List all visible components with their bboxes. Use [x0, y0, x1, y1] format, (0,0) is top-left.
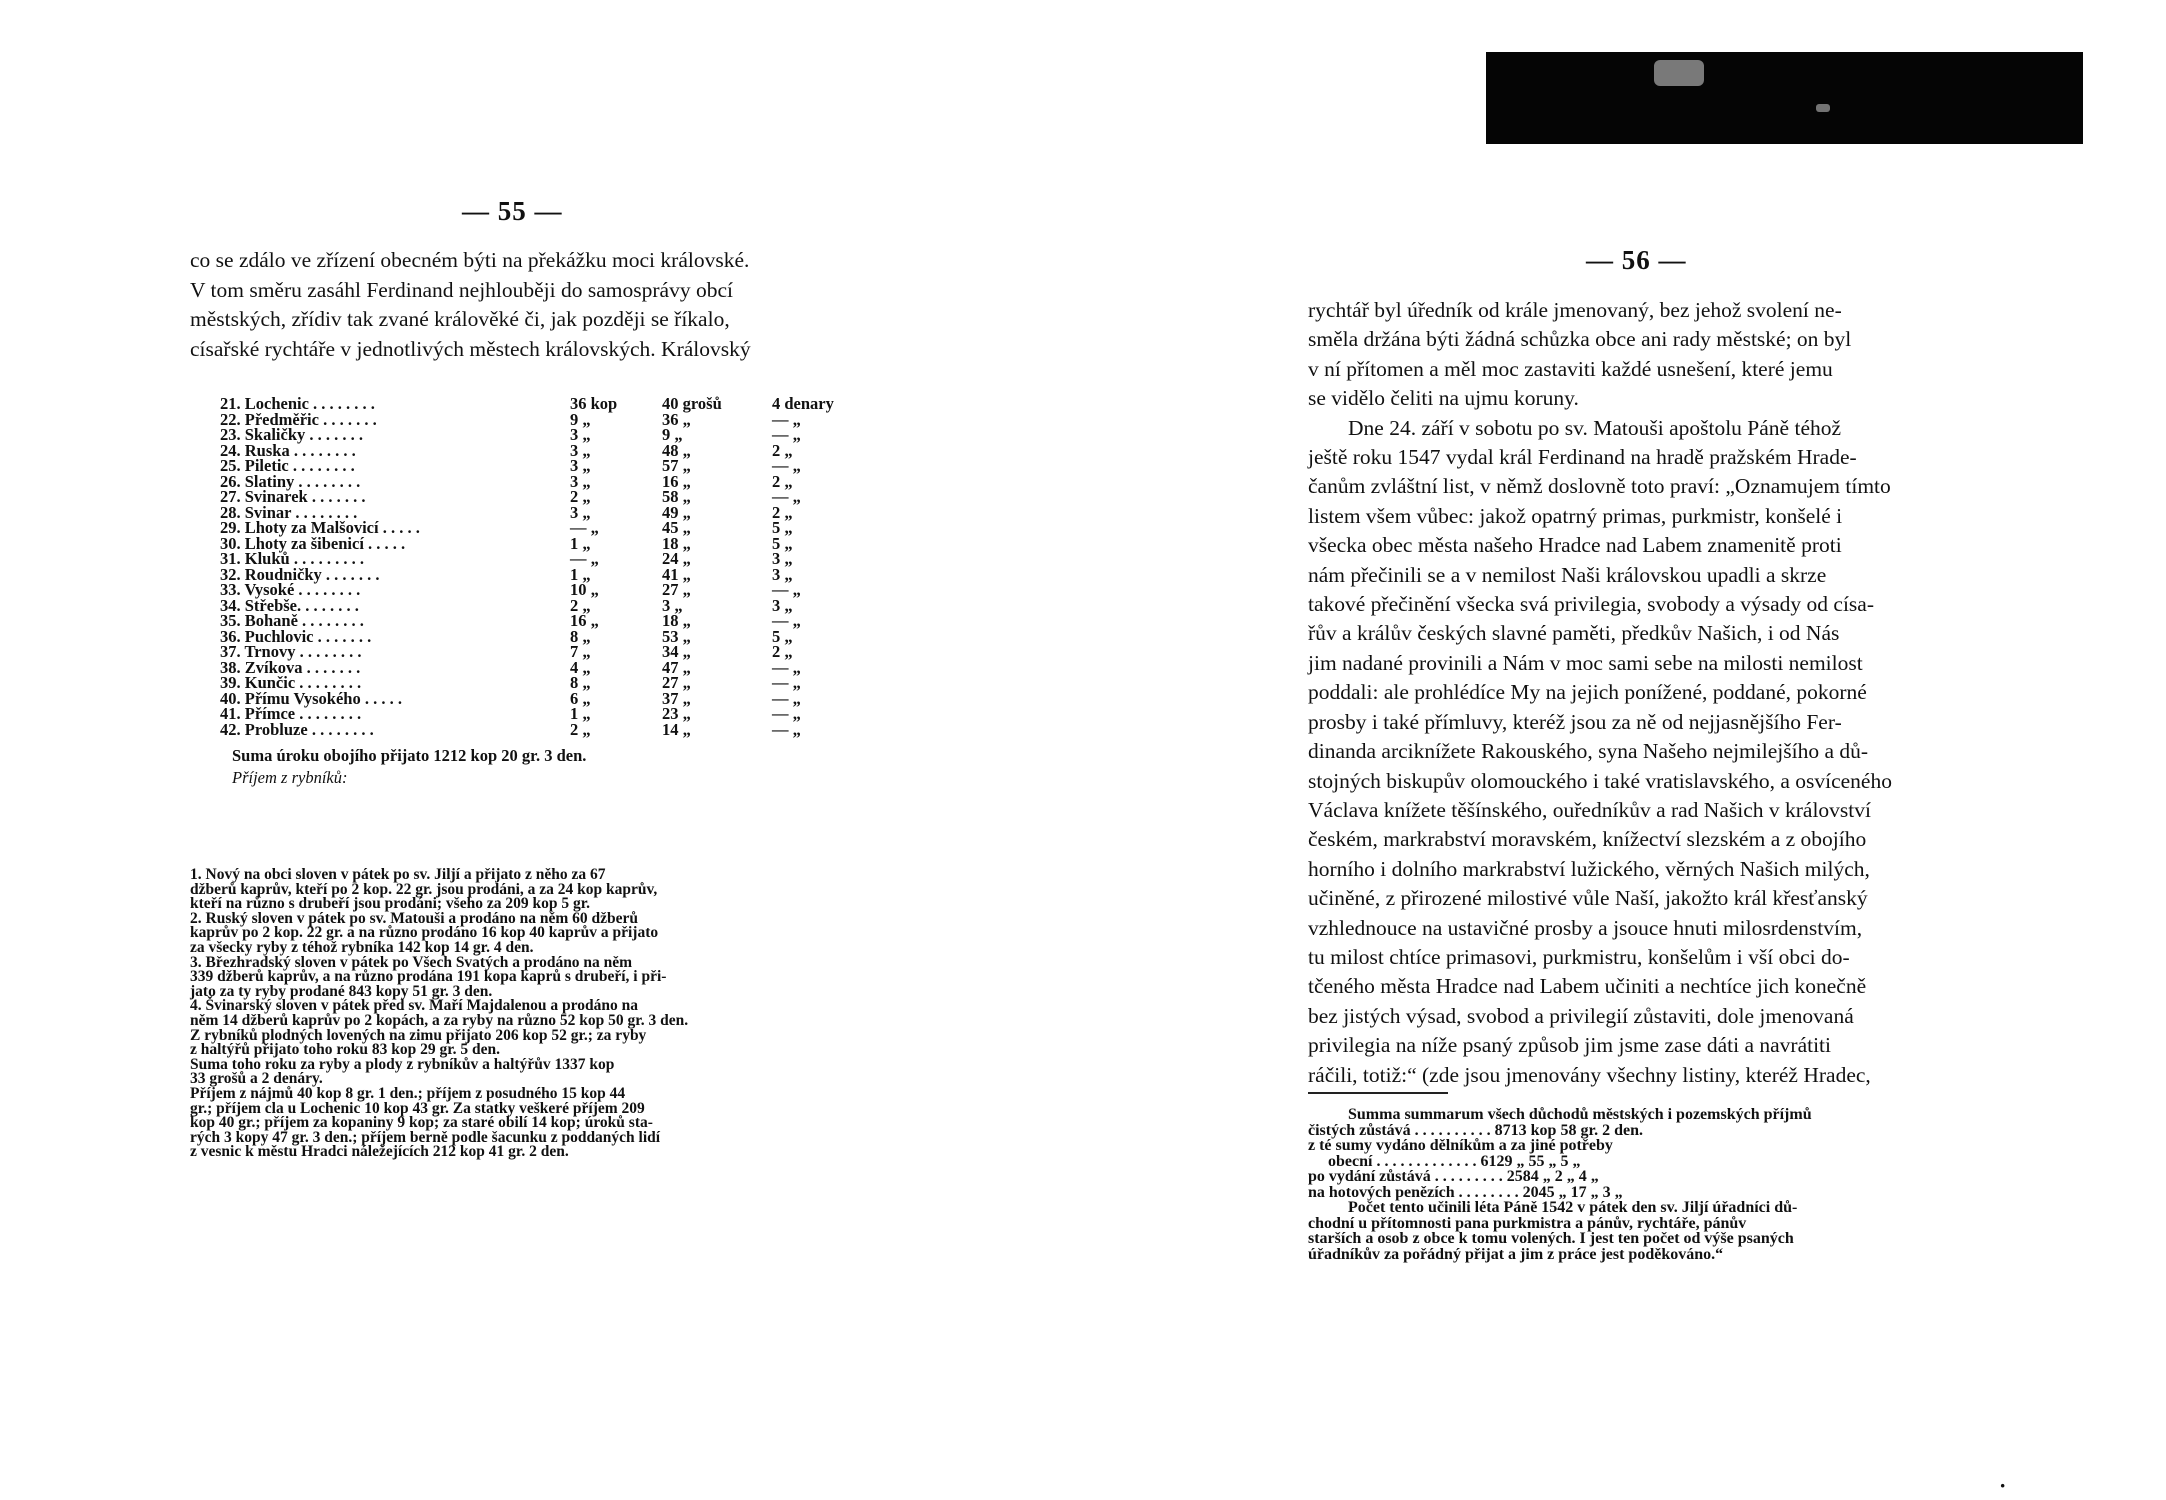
ponds-line: 4. Švinarský sloven v pátek před sv. Maří Majdalenou a prodáno na [190, 997, 638, 1015]
den-value: — „ [772, 719, 801, 739]
ponds-line: za všecky ryby z téhož rybníka 142 kop 14 gr. 4 den. [190, 938, 534, 956]
den-value: 2 „ [772, 642, 793, 661]
village-name: 22. Předměřic . . . . . . . [220, 409, 377, 429]
body-line: řův a králův českých slavné paměti, předkův Našich, i od Nás [1308, 621, 1840, 646]
gr-value: 36 „ [662, 409, 691, 429]
gr-value: 58 „ [662, 487, 691, 506]
village-name: 28. Svinar . . . . . . . . [220, 502, 358, 522]
village-name: 37. Trnovy . . . . . . . . [220, 642, 362, 661]
summary-line: Summa summarum všech důchodů městských i pozemských příjmů [1348, 1106, 1812, 1123]
den-value: 2 „ [772, 502, 793, 522]
village-name: 26. Slatiny . . . . . . . . [220, 471, 361, 491]
body-line: všecka obec města našeho Hradce nad Labem znamenitě proti [1308, 533, 1842, 558]
den-value: — „ [772, 657, 801, 677]
kop-value: 16 „ [570, 611, 599, 630]
village-name: 29. Lhoty za Malšovicí . . . . . [220, 518, 420, 537]
kop-value: 2 „ [570, 487, 591, 506]
kop-value: 2 „ [570, 595, 591, 615]
gr-value: 41 „ [662, 564, 691, 584]
intro-line: V tom směru zasáhl Ferdinand nejhlouběji do samosprávy obcí [190, 277, 733, 302]
kop-value: 1 „ [570, 533, 591, 553]
den-value: — „ [772, 425, 801, 444]
village-name: 36. Puchlovic . . . . . . . [220, 626, 372, 646]
body-line: ráčili, totiž:“ (zde jsou jmenovány všechny listiny, kteréž Hradec, [1308, 1062, 1871, 1087]
body-line: rychtář byl úředník od krále jmenovaný, bez jehož svolení ne- [1308, 298, 1842, 322]
den-value: 5 „ [772, 533, 793, 553]
body-line: se vidělo čeliti na ujmu koruny. [1308, 386, 1579, 411]
gr-value: 3 „ [662, 595, 683, 615]
summary-line: čistých zůstává . . . . . . . . . . 8713 kop 58 gr. 2 den. [1308, 1121, 1643, 1139]
village-name: 31. Kluků . . . . . . . . . [220, 549, 364, 568]
den-value: 2 „ [772, 471, 793, 491]
footnote-divider [1308, 1092, 1448, 1094]
ponds-line: 339 džberů kaprův, a na různo prodána 191 kopa kaprů s drubeří, i při- [190, 968, 667, 986]
intro-line: městských, zřídiv tak zvané králověké či, jak později se říkalo, [190, 307, 730, 331]
scan-dark-block [1486, 52, 2083, 144]
body-line: horního i dolního markrabství lužického, věrných Našich milých, [1308, 856, 1870, 881]
den-value: — „ [772, 487, 801, 506]
scan-smudge [1654, 60, 1704, 86]
kop-value: 8 „ [570, 626, 591, 646]
body-line: jim nadané provinili a Nám v moc sami sebe na milosti nemilost [1308, 650, 1863, 675]
right-body-text [1308, 296, 2093, 1090]
body-line: poddali: ale prohlédíce My na jejich ponížené, poddané, pokorné [1308, 680, 1867, 705]
scan-smudge [1816, 104, 1830, 112]
den-value: 3 „ [772, 595, 793, 615]
income-sum: Suma úroku obojího přijato 1212 kop 20 gr. 3 den. [232, 746, 587, 765]
summary-line: starších a osob z obce k tomu volených. I jest ten počet od výše psaných [1308, 1230, 1794, 1247]
ponds-line: 2. Ruský sloven v pátek po sv. Matouši a prodáno na něm 60 džberů [190, 909, 639, 927]
kop-value: 2 „ [570, 719, 591, 739]
right-page [1083, 0, 2166, 1500]
intro-paragraph [190, 246, 860, 364]
summary-line: úřadníkův za pořádný přijat a jim z práce jest poděkováno.“ [1308, 1245, 1724, 1263]
ponds-line: 1. Nový na obci sloven v pátek po sv. Jiljí a přijato z něho za 67 [190, 866, 606, 883]
page-number-left: — 55 — [462, 196, 563, 226]
kop-value: 1 „ [570, 704, 591, 723]
body-line: v ní přítomen a měl moc zastaviti každé usnešení, které jemu [1308, 356, 1833, 381]
body-line: směla držána býti žádná schůzka obce ani rady městské; on byl [1308, 327, 1852, 352]
gr-value: 40 grošů [662, 394, 722, 413]
gr-value: 45 „ [662, 518, 691, 537]
gr-value: 34 „ [662, 642, 691, 661]
kop-value: 3 „ [570, 440, 591, 460]
village-name: 41. Přímce . . . . . . . . [220, 704, 362, 723]
summary-line: po vydání zůstává . . . . . . . . . 2584 „ 2 „ 4 „ [1308, 1168, 1599, 1185]
income-row [220, 719, 860, 739]
summary-line: na hotových penězích . . . . . . . . 2045 „ 17 „ 3 „ [1308, 1183, 1623, 1201]
village-name: 38. Zvíkova . . . . . . . [220, 657, 361, 677]
ponds-line: 33 grošů a 2 denáry. [190, 1070, 323, 1088]
kop-value: 1 „ [570, 564, 591, 584]
gr-value: 14 „ [662, 719, 691, 739]
den-value: — „ [772, 580, 801, 599]
ponds-line: Příjem z nájmů 40 kop 8 gr. 1 den.; příjem z posudného 15 kop 44 [190, 1084, 626, 1102]
village-name: 23. Skaličky . . . . . . . [220, 425, 364, 444]
body-line: takové přečinění všecka svá privilegia, svobody a výsady od císa- [1308, 592, 1874, 617]
kop-value: 10 „ [570, 580, 599, 599]
ponds-line: Z rybníků plodných lovených na zimu přijato 206 kop 52 gr.; za ryby [190, 1026, 647, 1044]
body-line: učiněné, z přirozené milostivé vůle Naší, jakožto král křesťanský [1308, 886, 1868, 911]
village-name: 42. Probluze . . . . . . . . [220, 719, 374, 739]
body-line: nám přečinili se a v nemilost Naši královskou upadli a skrze [1308, 562, 1827, 587]
den-value: 3 „ [772, 549, 793, 568]
village-name: 21. Lochenic . . . . . . . . [220, 394, 375, 413]
gr-value: 57 „ [662, 456, 691, 475]
ponds-line: něm 14 džberů kaprův po 2 kopách, a za ryby na různo 52 kop 50 gr. 3 den. [190, 1011, 689, 1029]
kop-value: — „ [570, 549, 599, 568]
gr-value: 49 „ [662, 502, 691, 522]
kop-value: 36 kop [570, 394, 618, 413]
village-name: 27. Svinarek . . . . . . . [220, 487, 366, 506]
ponds-line: kop 40 gr.; příjem za kopaniny 9 kop; za staré obilí 14 kop; úroků sta- [190, 1114, 653, 1132]
ponds-line: z vesnic k městu Hradci náležejících 212 kop 41 gr. 2 den. [190, 1143, 569, 1161]
village-name: 39. Kunčic . . . . . . . . [220, 673, 362, 692]
intro-line: císařské rychtáře v jednotlivých městech královských. Královský [190, 336, 751, 361]
ponds-heading: Příjem z rybníků: [232, 768, 348, 787]
kop-value: 3 „ [570, 425, 591, 444]
village-name: 35. Bohaně . . . . . . . . [220, 611, 364, 630]
ponds-line: Suma toho roku za ryby a plody z rybníkův a haltýřův 1337 kop [190, 1055, 615, 1073]
kop-value: 4 „ [570, 657, 591, 677]
body-line: vzhlednouce na ustavičné prosby a jsouce hnuti milosrdenstvím, [1308, 915, 1863, 940]
den-value: 3 „ [772, 564, 793, 584]
body-line: Václava knížete těšínského, ouředníkův a rad Našich v království [1308, 797, 1871, 822]
body-line: listem všem vůbec: jakož opatrný primas, purkmistr, konšelé i [1308, 503, 1843, 528]
body-line: českém, markrabství moravském, knížectví slezském a z obojího [1308, 827, 1867, 852]
gr-value: 27 „ [662, 580, 691, 599]
ponds-section [190, 868, 860, 1160]
body-line: Dne 24. září v sobotu po sv. Matouši apoštolu Páně téhož [1348, 415, 1842, 440]
ponds-line: jato za ty ryby prodané 843 kopy 51 gr. 3 den. [190, 982, 493, 1000]
ponds-line: kteří na různo s drubeří jsou prodáni; všeho za 209 kop 5 gr. [190, 895, 591, 913]
body-line: tčeného města Hradce nad Labem učiniti a nechtíce jich konečně [1308, 974, 1867, 999]
income-table [220, 396, 860, 737]
summary-line: Počet tento učinili léta Páně 1542 v pátek den sv. Jiljí úřadníci dů- [1348, 1199, 1798, 1216]
body-line: čanům zvláštní list, v němž doslovně toto praví: „Oznamujem tímto [1308, 474, 1891, 499]
kop-value: 7 „ [570, 642, 591, 661]
den-value: — „ [772, 704, 801, 723]
gr-value: 37 „ [662, 688, 691, 708]
scan-mark: · [1999, 1473, 2007, 1498]
gr-value: 23 „ [662, 704, 691, 723]
body-line: privilegia na níže psaný způsob jim jsme zase dáti a navrátiti [1308, 1033, 1832, 1058]
body-line: tu milost chtíce primasovi, purkmistru, konšelům i vší obci do- [1308, 944, 1850, 969]
ponds-line: z haltýřů přijato toho roku 83 kop 29 gr. 5 den. [190, 1041, 501, 1059]
den-value: 2 „ [772, 440, 793, 460]
body-line: dinanda arciknížete Rakouského, syna Našeho nejmilejšího a dů- [1308, 739, 1869, 764]
summary-line: obecní . . . . . . . . . . . . . 6129 „ 55 „ 5 „ [1328, 1152, 1581, 1170]
kop-value: — „ [570, 518, 599, 537]
kop-value: 9 „ [570, 409, 591, 429]
village-name: 33. Vysoké . . . . . . . . [220, 580, 361, 599]
village-name: 25. Piletic . . . . . . . . [220, 456, 355, 475]
summary-line: z té sumy vydáno dělníkům a za jiné potřeby [1308, 1137, 1613, 1154]
gr-value: 27 „ [662, 673, 691, 692]
kop-value: 3 „ [570, 456, 591, 475]
den-value: 5 „ [772, 626, 793, 646]
village-name: 40. Přímu Vysokého . . . . . [220, 688, 402, 708]
village-name: 24. Ruska . . . . . . . . [220, 440, 356, 460]
kop-value: 3 „ [570, 502, 591, 522]
village-name: 30. Lhoty za šibenicí . . . . . [220, 533, 406, 553]
gr-value: 16 „ [662, 471, 691, 491]
page-number-right: — 56 — [1586, 245, 1687, 275]
village-name: 34. Střebše. . . . . . . . [220, 595, 359, 615]
ponds-line: gr.; příjem cla u Lochenic 10 kop 43 gr. Za statky veškeré příjem 209 [190, 1099, 645, 1117]
intro-line: co se zdálo ve zřízení obecném býti na překážku moci královské. [190, 248, 750, 272]
summary-line: chodní u přítomnosti pana purkmistra a pánův, rychtáře, pánův [1308, 1214, 1747, 1232]
body-line: stojných biskupův olomouckého i také vratislavského, a osvíceného [1308, 768, 1892, 793]
ponds-line: 3. Březhradský sloven v pátek po Všech Svatých a prodáno na něm [190, 953, 633, 971]
den-value: — „ [772, 611, 801, 630]
ponds-line: rých 3 kopy 47 gr. 3 den.; příjem berně podle šacunku z poddaných lidí [190, 1128, 661, 1146]
gr-value: 18 „ [662, 611, 691, 630]
body-line: prosby i také přímluvy, kteréž jsou za ně od nejjasnějšího Fer- [1308, 709, 1842, 734]
kop-value: 6 „ [570, 688, 591, 708]
den-value: — „ [772, 409, 801, 429]
gr-value: 18 „ [662, 533, 691, 553]
body-line: ještě roku 1547 vydal král Ferdinand na hradě pražském Hrade- [1308, 445, 1857, 470]
ponds-line: džberů kaprův, kteří po 2 kop. 22 gr. jsou prodáni, a za 24 kop kaprův, [190, 880, 658, 898]
den-value: — „ [772, 456, 801, 475]
income-summary [1308, 1107, 2093, 1262]
village-name: 32. Roudničky . . . . . . . [220, 564, 380, 584]
den-value: — „ [772, 673, 801, 692]
den-value: 4 denary [772, 394, 834, 413]
gr-value: 48 „ [662, 440, 691, 460]
gr-value: 53 „ [662, 626, 691, 646]
kop-value: 3 „ [570, 471, 591, 491]
ponds-line: kaprův po 2 kop. 22 gr. a na různo prodáno 16 kop 40 kaprův a přijato [190, 924, 659, 942]
kop-value: 8 „ [570, 673, 591, 692]
gr-value: 47 „ [662, 657, 691, 677]
gr-value: 9 „ [662, 425, 683, 444]
gr-value: 24 „ [662, 549, 691, 568]
body-line: bez jistých výsad, svobod a privilegií zůstaviti, dole jmenovaná [1308, 1003, 1854, 1028]
den-value: — „ [772, 688, 801, 708]
den-value: 5 „ [772, 518, 793, 537]
